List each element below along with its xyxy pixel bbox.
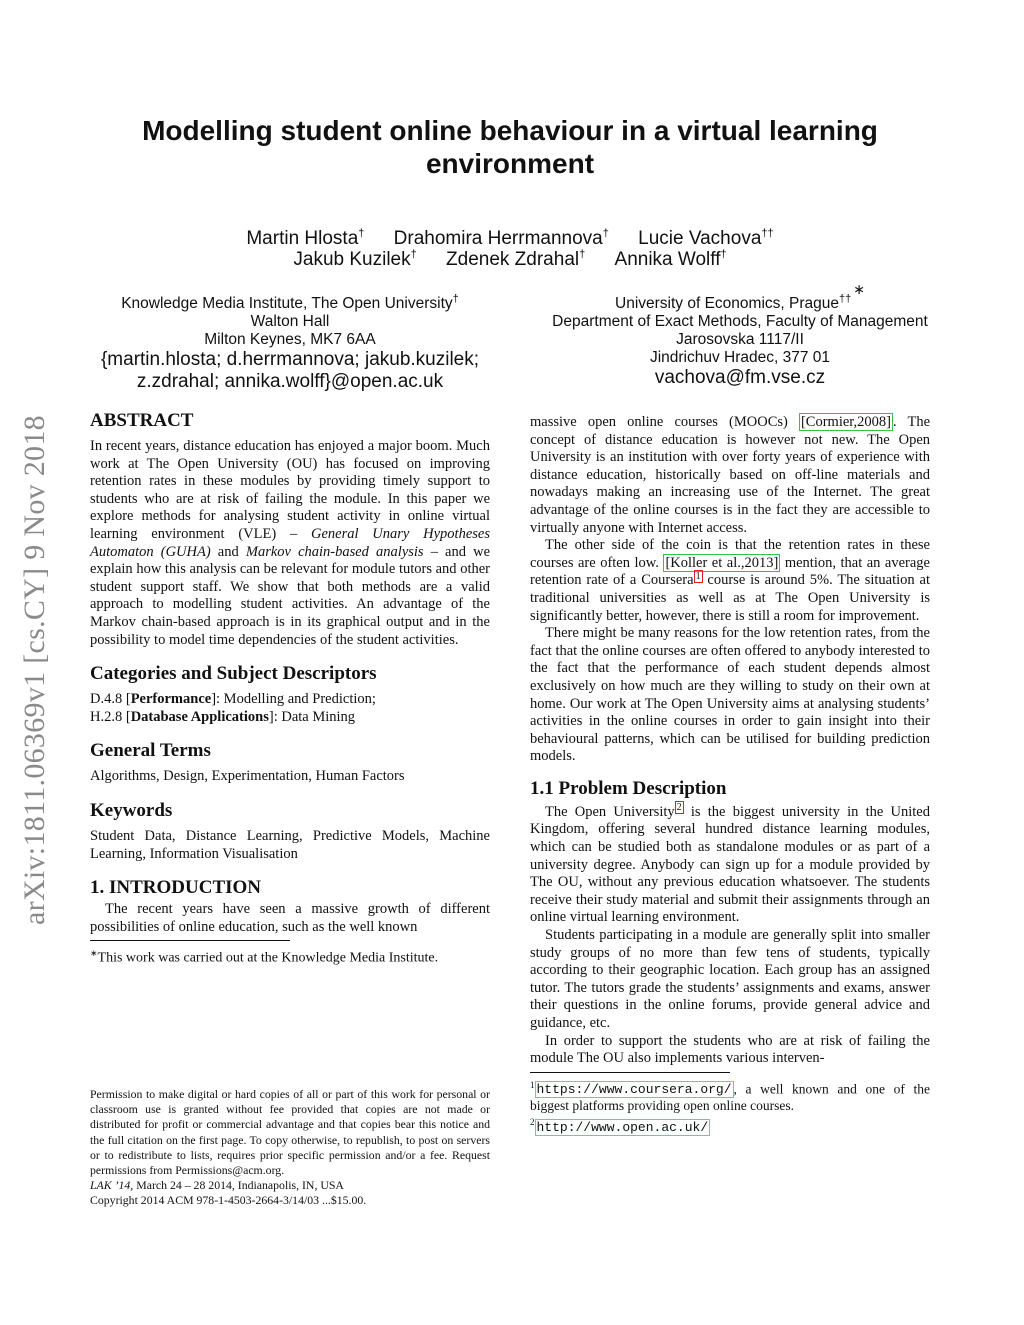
affiliation-university-of-economics: University of Economics, Prague††∗ Department of Exact Methods, Faculty of Management Jarosovska 1117/II Jindrichuv Hradec, 377 01 vachova@fm.vse.cz	[530, 287, 950, 389]
arxiv-identifier-stamp: arXiv:1811.06369v1 [cs.CY] 9 Nov 2018	[18, 415, 51, 925]
email-open-university: {martin.hlosta; d.herrmannova; jakub.kuzilek;	[100, 349, 480, 370]
author: Jakub Kuzilek†	[293, 248, 417, 270]
keywords-text: Student Data, Distance Learning, Predictive Models, Machine Learning, Information Visualisation	[90, 827, 490, 862]
categories-line-2: H.2.8 [Database Applications]: Data Mining	[90, 708, 356, 725]
general-terms-heading: General Terms	[90, 740, 211, 762]
footnote-2: $^2$ http://www.open.ac.uk/	[530, 1117, 709, 1135]
introduction-heading: 1. INTRODUCTION	[90, 877, 262, 899]
affiliation-open-university: Knowledge Media Institute, The Open University† Walton Hall Milton Keynes, MK7 6AA {martin.hlosta; d.herrmannova; jakub.kuzilek; z.zdrahal; annika.wolff}@open.ac.uk	[90, 295, 490, 393]
categories-line-1: D.4.8 [Performance]: Modelling and Prediction;	[90, 691, 376, 708]
authors-row-2	[90, 249, 930, 271]
url-link[interactable]: https://www.coursera.org/	[536, 1082, 732, 1098]
footnote-1: $^1$ https://www.coursera.org/ , a well known and one of the biggest platforms providing open online courses.	[530, 1079, 930, 1114]
paragraph: Students participating in a module are generally split into smaller study groups of no more than few tens of students, typically according to their geographic location. Each group has an assigned tutor. The tutors grade the students’ assignments and exams, answer their questions in the online forums, provide general advice and guidance, etc.	[530, 927, 930, 1031]
footnote-link[interactable]: 2	[676, 802, 682, 814]
paragraph: There might be many reasons for the low retention rates, from the fact that the online courses are often offered to anybody interested to the fact that the performance of each student depends almost exclusively on how much are they willing to study on their own at home. Our work at The Open University aims at analysing students’ activities in the online courses in order to gain insight into their behavioural patterns, which can be utilised for building prediction models.	[530, 625, 930, 765]
permission-notice: Permission to make digital or hard copies of all or part of this work for personal or classroom use is granted without fee provided that copies are not made or distributed for profit or commercial advantage and that copies bear this notice and the full citation on the first page. To copy otherwise, to republish, to post on servers or to redistribute to lists, requires prior specific permission and/or a fee. Request permissions from Permissions@acm.org. LAK ’14, March 24 – 28 2014, Indianapolis, IN, USA Copyright 2014 ACM 978-1-4503-2664-3/14/03 ...$15.00.	[90, 1087, 490, 1208]
paper-title: Modelling student online behaviour in a virtual learning environment	[142, 115, 878, 179]
paragraph: In order to support the students who are at risk of failing the module The OU also implements various interven-	[530, 1032, 930, 1067]
paragraph: massive open online courses (MOOCs) [Cormier,2008] . The concept of distance education is however not new. The Open University is an institution with over forty years of experience with distance education, historically based on off-line materials and nowadays making an increasing use of the Internet. The great advantage of the online courses is in the fact they are accessible to virtually anyone with Internet access.	[530, 414, 931, 536]
abstract-text: In recent years, distance education has enjoyed a major boom. Much work at The Open University (OU) has focused on improving retention rates in these modules by providing timely support to students who are at risk of failing the module. In this paper we explore methods for analysing student activity in online virtual learning environment (VLE) – General Unary Hypotheses Automaton (GUHA) and Markov chain-based analysis – and we explain how this analysis can be relevant for module tutors and other student support staff. We show that both methods are a valid approach to modelling student activities. An advantage of the Markov chain-based approach is in its graphical output and in the possibility to model time dependencies of the student activities.	[90, 438, 491, 648]
citation-link[interactable]: [Koller et al.,2013]	[665, 554, 779, 571]
footnote-star: ∗This work was carried out at the Knowledge Media Institute.	[90, 948, 439, 966]
subsection-heading: 1.1 Problem Description	[530, 777, 727, 799]
author: Zdenek Zdrahal†	[446, 248, 586, 270]
right-column	[530, 414, 930, 1136]
left-column	[90, 410, 490, 967]
author: Martin Hlosta†	[246, 227, 365, 249]
email-economics: vachova@fm.vse.cz	[654, 367, 826, 388]
citation-link[interactable]: [Cormier,2008]	[800, 414, 891, 430]
author: Drahomira Herrmannova†	[393, 227, 609, 249]
authors-row-1	[90, 228, 930, 250]
categories-heading: Categories and Subject Descriptors	[90, 663, 377, 685]
paragraph: The other side of the coin is that the retention rates in these courses are often low. [Koller et al.,2013] mention, that an average retention rate of a Coursera $^1$ course is around 5%. The situation at traditional universities as well as at The Open University is significantly better, however, there is still a room for improvement.	[530, 537, 930, 624]
footnote-rule	[530, 1072, 730, 1073]
footnote-link[interactable]: 1	[695, 570, 701, 582]
paragraph: The Open University $^2$ is the biggest university in the United Kingdom, offering several hundred distance learning modules, which can be studied both as standalone modules or as part of a university degree. Anybody can sign up for a module provided by The OU, without any previous education whatsoever. The students receive their study material and submit their assignments through an online virtual learning environment.	[530, 802, 930, 926]
footnote-rule	[90, 940, 290, 941]
general-terms-text: Algorithms, Design, Experimentation, Human Factors	[90, 768, 405, 785]
abstract-heading: ABSTRACT	[90, 410, 194, 431]
author: Annika Wolff†	[614, 248, 727, 270]
author: Lucie Vachova††	[638, 227, 774, 249]
keywords-heading: Keywords	[90, 799, 173, 821]
introduction-text: The recent years have seen a massive growth of different possibilities of online education, such as the well known	[90, 901, 490, 935]
url-link[interactable]: http://www.open.ac.uk/	[536, 1119, 709, 1135]
